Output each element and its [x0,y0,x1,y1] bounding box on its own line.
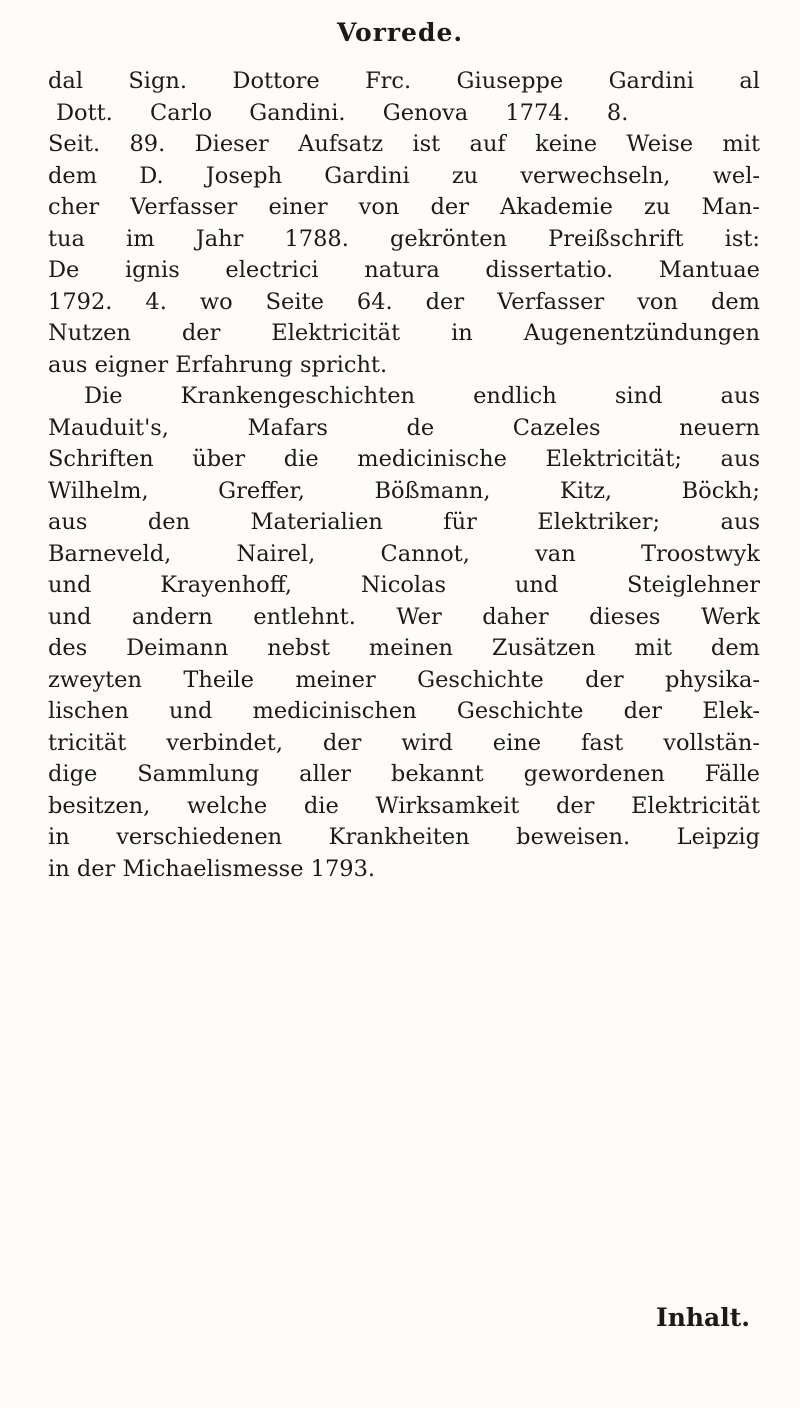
text-line: dem D. Joseph Gardini zu verwechseln, wel- [48,162,760,189]
text-line: Mauduit's, Mafars de Cazeles neuern [48,414,760,441]
text-line: Barneveld, Nairel, Cannot, van Troostwyk [48,540,760,567]
text-line: cher Verfasser einer von der Akademie zu Man- [48,194,760,220]
text-line: des Deimann nebst meinen Zusätzen mit dem [48,635,760,661]
text-line: aus eigner Erfahrung spricht. [48,351,388,378]
body-text [48,66,760,885]
text-line: Nutzen der Elektricität in Augenentzündungen [48,320,760,346]
text-line: Dott. Carlo Gandini. Genova 1774. 8. [56,99,629,126]
text-line: De ignis electrici natura dissertatio. Mantuae [48,257,760,283]
text-line: dige Sammlung aller bekannt gewordenen Fälle [48,761,760,787]
text-line: Schriften über die medicinische Elektricität; aus [48,446,760,472]
text-line: aus den Materialien für Elektriker; aus [48,509,760,535]
text-line: lischen und medicinischen Geschichte der Elek- [48,698,760,724]
text-line: und andern entlehnt. Wer daher dieses Werk [48,603,760,630]
text-line: Seit. 89. Dieser Aufsatz ist auf keine Weise mit [48,131,760,157]
catchword: Inhalt. [656,1303,750,1332]
text-line: tricität verbindet, der wird eine fast vollstän- [48,729,760,756]
text-line: dal Sign. Dottore Frc. Giuseppe Gardini al [48,68,760,94]
text-line: tua im Jahr 1788. gekrönten Preißschrift ist: [48,225,760,252]
text-line: 1792. 4. wo Seite 64. der Verfasser von dem [48,288,760,315]
text-line: zweyten Theile meiner Geschichte der physika- [48,666,760,693]
text-line: Die Krankengeschichten endlich sind aus [84,383,760,409]
text-line: in verschiedenen Krankheiten beweisen. Leipzig [48,824,760,850]
running-head: Vorrede. [336,18,464,47]
text-line: in der Michaelismesse 1793. [48,855,376,882]
text-line: und Krayenhoff, Nicolas und Steiglehner [48,572,760,598]
text-line: Wilhelm, Greffer, Bößmann, Kitz, Böckh; [48,477,760,504]
text-line: besitzen, welche die Wirksamkeit der Elektricität [48,792,760,819]
